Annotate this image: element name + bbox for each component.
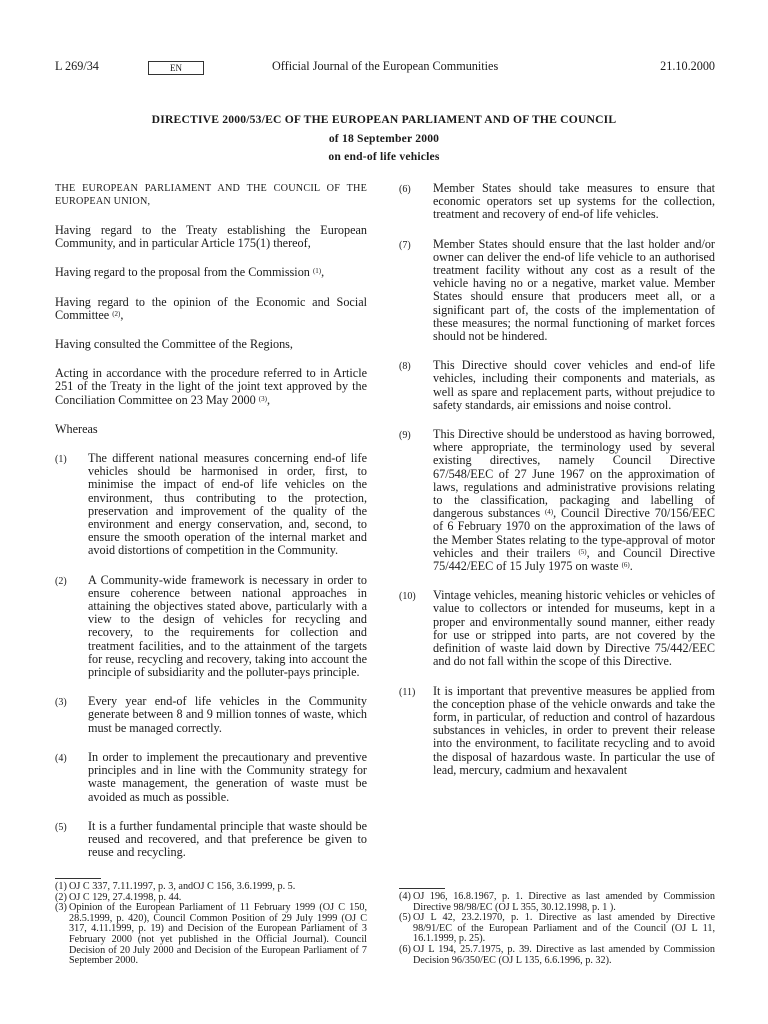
recital <box>399 359 715 412</box>
recital-text: It is important that preventive measures be applied from the conception phase of the vehicle onwards and take the form, in particular, of reduction and control of hazardous substances in vehicles, in order to prevent their release into the environment, to facilitate recycling and to avoid the disposal of hazardous waste. In particular the use of lead, mercury, cadmium and hexavalent <box>433 683 715 777</box>
recital-text: It is a further fundamental principle that waste should be reused and recovered, and that preference be given to reuse and recycling. <box>88 818 367 860</box>
footnote-rule <box>55 878 101 879</box>
footnote <box>399 913 715 945</box>
recital-text: A Community-wide framework is necessary in order to ensure coherence between national approaches in attaining the objectives stated above, particularly with a view to the design of vehicles for recycling and recovery, to the requirements for collection and treatment facilities, and to the attainment of the targets for reuse, recycling and recovery, taking into account the principle of subsidiarity and the polluter-pays principle. <box>88 572 367 680</box>
footnote-mark: (1) <box>55 881 67 892</box>
recital <box>55 452 367 558</box>
recital-number: (4) <box>55 752 67 764</box>
recital-number: (7) <box>399 239 411 251</box>
recital-text: Every year end-of life vehicles in the Community generate between 8 and 9 million tonnes of waste, which must be managed correctly. <box>88 694 367 735</box>
title-line-1: DIRECTIVE 2000/53/EC OF THE EUROPEAN PARLIAMENT AND OF THE COUNCIL <box>151 113 617 126</box>
footnote-mark: (6) <box>399 943 411 955</box>
page-reference: L 269/34 <box>55 59 99 73</box>
recital <box>399 428 715 573</box>
enacting-bodies: THE EUROPEAN PARLIAMENT AND THE COUNCIL OF THE EUROPEAN UNION, <box>55 183 367 207</box>
citation-treaty: Having regard to the Treaty establishing the European Community, and in particular Article 175(1) thereof, <box>55 223 367 251</box>
footnote-ref: (4) <box>544 508 554 517</box>
recital <box>55 695 367 735</box>
footnote-ref: (5) <box>578 547 587 556</box>
document-title <box>0 111 768 167</box>
recital <box>399 182 715 222</box>
footnote-mark: (3) <box>55 902 67 914</box>
footnote-text: OJ 196, 16.8.1967, p. 1. Directive as last amended by Commission Directive 98/98/EC (OJ L 355, 30.12.1998, p. 1 ). <box>413 891 715 913</box>
recital-number: (1) <box>55 454 67 466</box>
footnote-mark: (2) <box>55 891 67 903</box>
footnote-ref: (6) <box>621 561 630 570</box>
recital <box>399 238 715 344</box>
recital-number: (2) <box>55 575 67 587</box>
footnote-text: Opinion of the European Parliament of 11 February 1999 (OJ C 150, 28.5.1999, p. 420), Council Common Position of 29 July 1999 (OJ C 317, 4.11.1999, p. 19) and Decision of the European Parliament of 3 February 2000 (not yet published in the Official Journal). Council Decision of 20 July 2000 and Decision of the European Parliament of 7 September 2000. <box>69 902 367 967</box>
recital-text: Vintage vehicles, meaning historic vehicles or vehicles of value to collectors or intended for museums, kept in a proper and environmentally sound manner, either ready for use or stripped into parts, are not covered by the definition of waste laid down by Directive 75/442/EEC and do not fall within the scope of this Directive. <box>433 588 715 669</box>
recital-text: Member States should take measures to ensure that economic operators set up systems for the collection, treatment and recovery of end-of life vehicles. <box>433 181 715 222</box>
language-box: EN <box>148 61 204 75</box>
recital-number: (6) <box>399 184 411 195</box>
footnote-mark: (4) <box>399 891 411 902</box>
footnote-ref: (2) <box>112 309 121 318</box>
footnote-text: OJ L 42, 23.2.1970, p. 1. Directive as last amended by Directive 98/91/EC of the European Parliament and of the Council (OJ L 11, 16.1.1999, p. 25). <box>413 912 715 945</box>
recital-text: This Directive should be understood as having borrowed, where appropriate, the terminology used by several existing directives, namely Council Directive 67/548/EEC of 27 June 1967 on the approximation of laws, regulations and administrative provisions relating to the classification, packaging and labelling of dangerous substances $^{(4)}$, Council Directive 70/156/EEC of 6 February 1970 on the approximation of the laws of the Member States relating to the type-approval of motor vehicles and their trailers $^{(5)}$, and Council Directive 75/442/EEC of 15 July 1975 on waste $^{(6)}$. <box>433 427 716 574</box>
citation-consultation: Having consulted the Committee of the Regions, <box>55 337 293 352</box>
recital-number: (9) <box>399 430 411 442</box>
right-column <box>399 182 715 793</box>
page-header <box>55 60 715 76</box>
recital-text: This Directive should cover vehicles and end-of life vehicles, including their components and materials, as well as spare and replacement parts, without prejudice to safety standards, air emissions and noise control. <box>433 358 715 412</box>
footnote <box>55 903 367 967</box>
footnote <box>399 945 715 966</box>
recital <box>399 589 715 668</box>
footnote-mark: (5) <box>399 912 411 924</box>
recital-number: (11) <box>399 686 416 698</box>
footnote <box>399 892 715 913</box>
journal-title: Official Journal of the European Communities <box>272 59 499 73</box>
recital <box>55 574 367 680</box>
citation-opinion: Having regard to the opinion of the Economic and Social Committee $^{(2)}$, <box>55 294 367 322</box>
recital-text: The different national measures concerning end-of life vehicles should be harmonised in order, first, to minimise the impact of end-of life vehicles on the environment, thus contributing to the protection, preservation and improvement of the quality of the environment and energy conservation, and, second, to ensure the smooth operation of the internal market and avoid distortions of competition in the Community. <box>88 451 367 558</box>
footnote-rule <box>399 888 445 889</box>
footnote-text: OJ C 129, 27.4.1998, p. 44. <box>69 891 182 903</box>
title-line-3: on end-of life vehicles <box>328 150 440 163</box>
footnotes-left <box>55 878 367 967</box>
recital-text: In order to implement the precautionary and preventive principles and in line with the Community strategy for waste management, the generation of waste must be avoided as much as possible. <box>88 749 367 804</box>
recital-number: (5) <box>55 821 67 833</box>
footnote-ref: (3) <box>258 394 267 403</box>
recital <box>55 751 367 804</box>
title-line-2: of 18 September 2000 <box>328 131 440 145</box>
footnote-text: OJ L 194, 25.7.1975, p. 39. Directive as last amended by Commission Decision 96/350/EC (OJ L 135, 6.6.1996, p. 32). <box>413 943 715 966</box>
footnotes-right <box>399 888 715 966</box>
citation-proposal: Having regard to the proposal from the Commission $^{(1)}$, <box>55 265 325 280</box>
citation-procedure: Acting in accordance with the procedure referred to in Article 251 of the Treaty in the light of the joint text approved by the Conciliation Committee on 23 May 2000 $^{(3)}$, <box>55 366 367 407</box>
whereas-heading: Whereas <box>55 421 98 436</box>
publication-date: 21.10.2000 <box>660 59 715 73</box>
recital <box>55 820 367 860</box>
footnote-text: OJ C 337, 7.11.1997, p. 3, andOJ C 156, 3.6.1999, p. 5. <box>69 881 296 892</box>
recital <box>399 685 715 777</box>
recital-number: (8) <box>399 361 411 373</box>
recital-number: (3) <box>55 697 67 709</box>
footnote-ref: (1) <box>312 267 322 276</box>
recital-number: (10) <box>399 591 416 603</box>
left-column <box>55 182 367 875</box>
recital-text: Member States should ensure that the last holder and/or owner can deliver the end-of life vehicle to an authorised treatment facility without any cost as a result of the vehicle having no or a negative, market value. Member States should ensure that producers meet all, or a significant part of, the costs of the implementation of these measures; the normal functioning of market forces should not be hindered. <box>433 236 715 344</box>
